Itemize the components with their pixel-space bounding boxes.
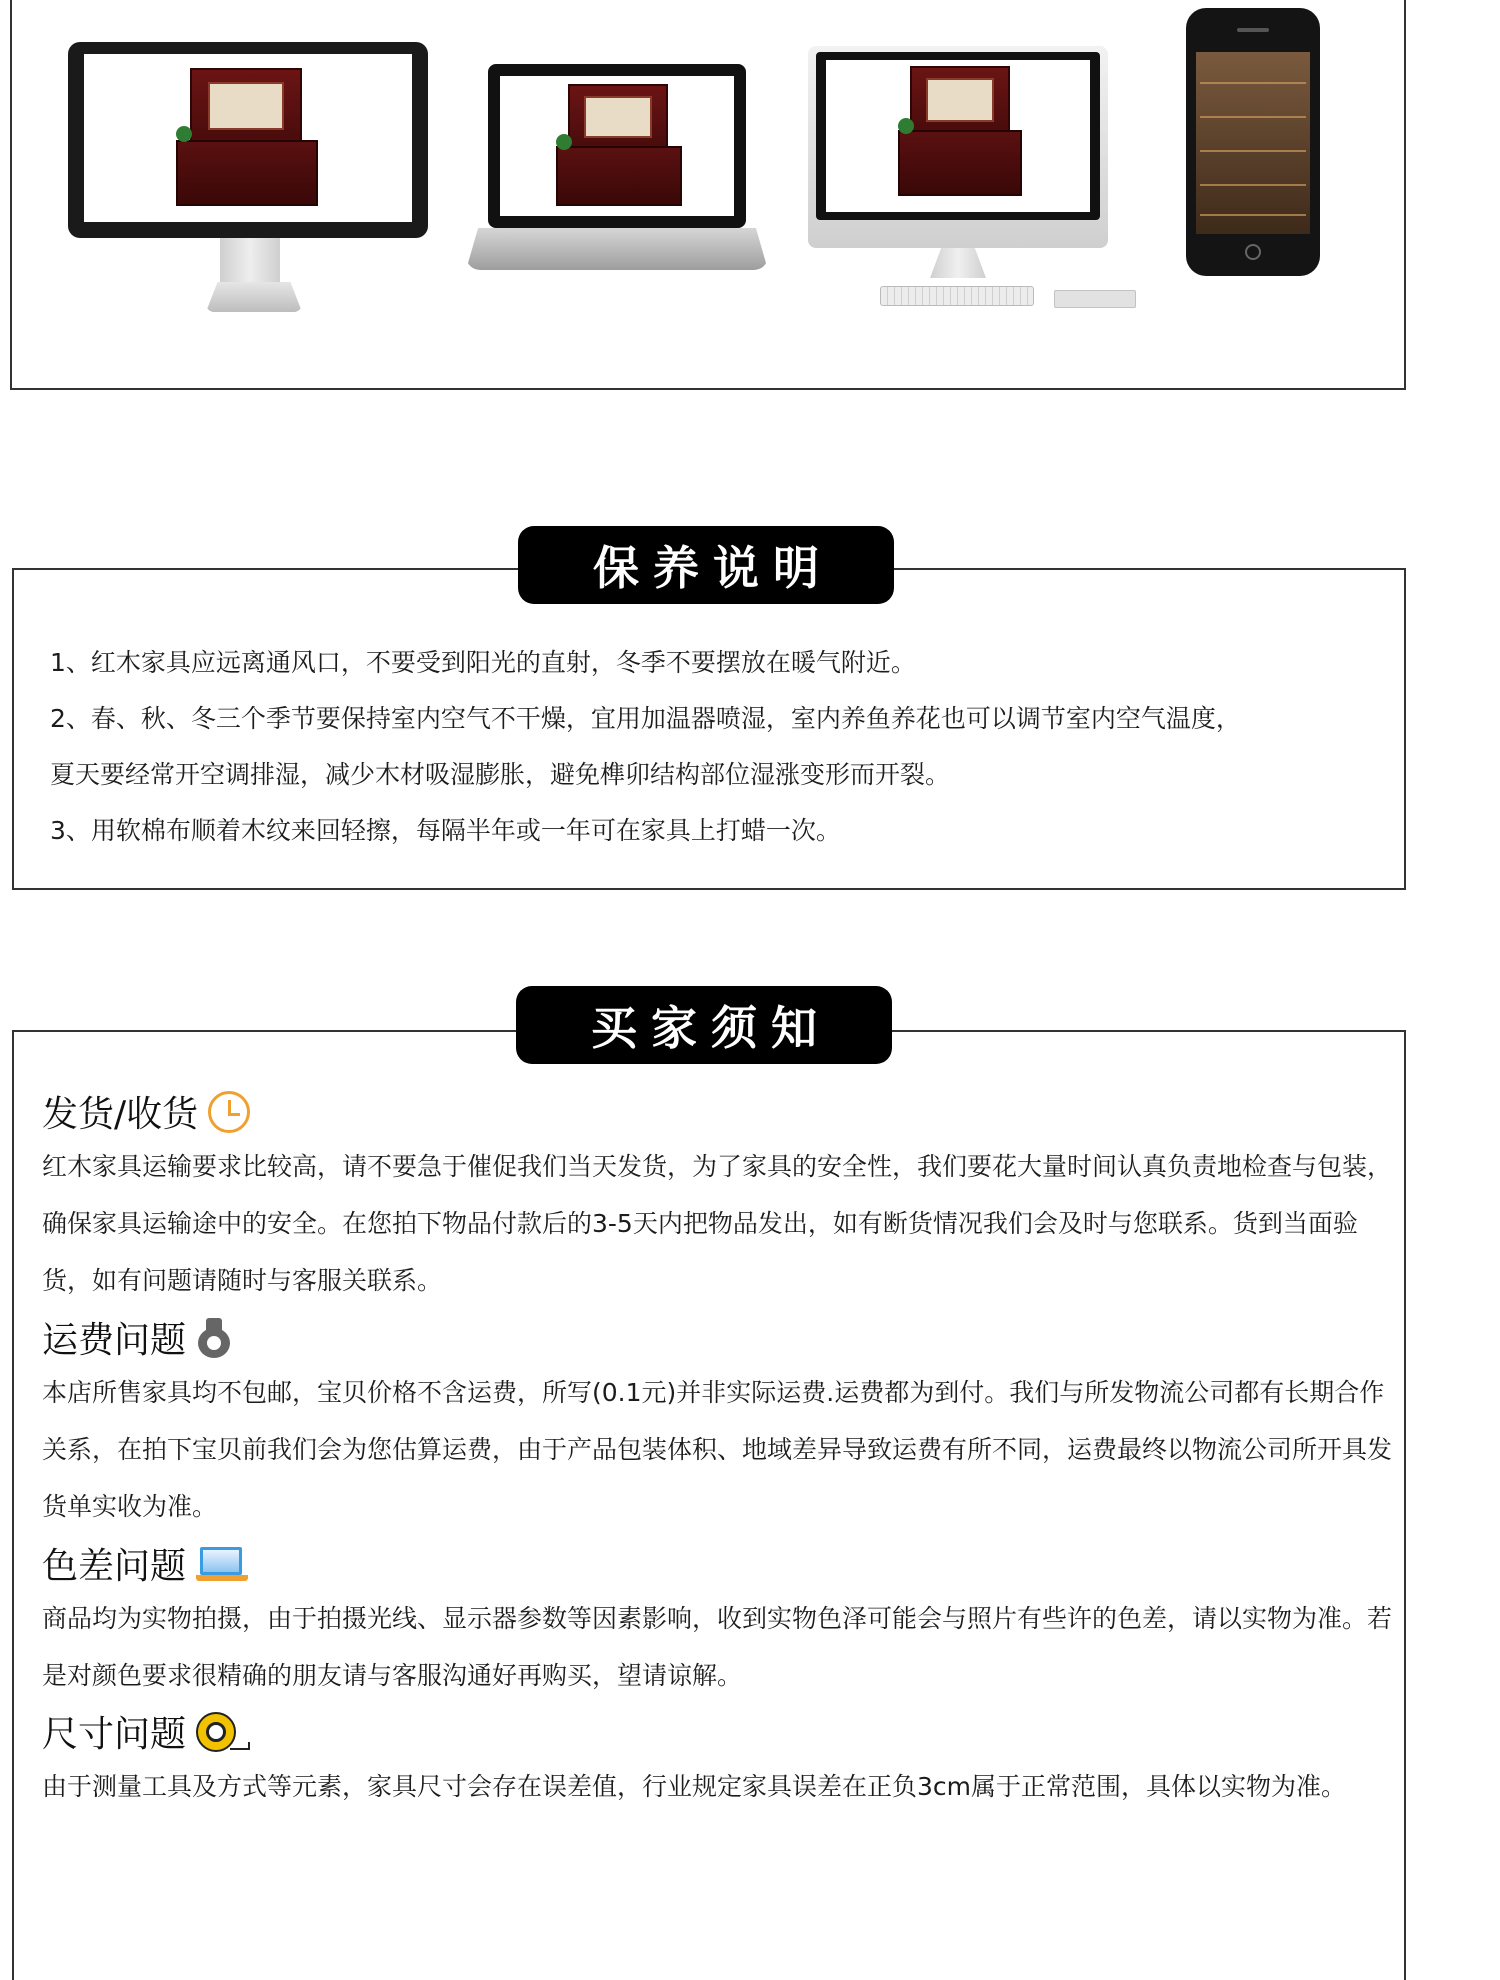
size-heading — [42, 1706, 250, 1757]
care-line-1: 1、红木家具应远离通风口，不要受到阳光的直射，冬季不要摆放在暖气附近。 — [50, 648, 916, 677]
care-instructions-panel — [12, 568, 1406, 890]
size-heading-text: 尺寸问题 — [42, 1714, 187, 1755]
shipping-heading — [42, 1086, 250, 1137]
trackpad — [1054, 290, 1136, 308]
color-difference-text: 商品均为实物拍摄，由于拍摄光线、显示器参数等因素影响，收到实物色泽可能会与照片有些许的色差，请以实物为准。若是对颜色要求很精确的朋友请与客服沟通好再购买，望请谅解。 — [42, 1604, 1393, 1690]
tape-measure-icon — [196, 1710, 250, 1754]
shipping-text: 红木家具运输要求比较高，请不要急于催促我们当天发货，为了家具的安全性，我们要花大量时间认真负责地检查与包装，确保家具运输途中的安全。在您拍下物品付款后的3-5天内把物品发出，如有断货情况我们会及时与您联系。货到当面验货，如有问题请随时与客服关联系。 — [42, 1152, 1393, 1295]
freight-text: 本店所售家具均不包邮，宝贝价格不含运费，所写(0.1元)并非实际运费.运费都为到付。我们与所发物流公司都有长期合作关系，在拍下宝贝前我们会为您估算运费，由于产品包装体积、地域差异导致运费有所不同，运费最终以物流公司所开具发货单实收为准。 — [42, 1378, 1393, 1521]
furniture-image — [1196, 52, 1310, 234]
freight-heading-text: 运费问题 — [42, 1320, 187, 1361]
notice-title-banner — [516, 986, 892, 1064]
care-title-banner — [518, 526, 894, 604]
color-difference-heading — [42, 1538, 248, 1589]
furniture-image — [84, 54, 412, 222]
shipping-heading-text: 发货/收货 — [42, 1094, 199, 1135]
laptop-keyboard-base — [466, 228, 768, 270]
money-bag-icon — [196, 1318, 232, 1358]
phone-home-button — [1245, 244, 1261, 260]
care-line-4: 3、用软棉布顺着木纹来回轻擦，每隔半年或一年可在家具上打蜡一次。 — [50, 816, 841, 845]
size-text: 由于测量工具及方式等元素，家具尺寸会存在误差值，行业规定家具误差在正负3cm属于正常范围，具体以实物为准。 — [42, 1772, 1347, 1801]
keyboard — [880, 286, 1034, 306]
color-difference-heading-text: 色差问题 — [42, 1546, 187, 1587]
laptop-icon — [196, 1545, 248, 1583]
care-line-3: 夏天要经常开空调排湿，减少木材吸湿膨胀，避免榫卯结构部位湿涨变形而开裂。 — [50, 760, 951, 789]
phone-speaker — [1237, 28, 1269, 32]
monitor-base — [206, 282, 302, 312]
furniture-image — [826, 60, 1090, 212]
care-title: 保养说明 — [593, 541, 833, 595]
clock-icon — [208, 1091, 250, 1133]
monitor-stand — [220, 238, 280, 284]
furniture-image — [500, 76, 734, 216]
notice-title: 买家须知 — [591, 1001, 831, 1055]
freight-heading — [42, 1312, 232, 1363]
care-line-2: 2、春、秋、冬三个季节要保持室内空气不干燥，宜用加温器喷湿，室内养鱼养花也可以调节室内空气温度， — [50, 704, 1241, 733]
buyer-notice-panel — [12, 1030, 1406, 1980]
